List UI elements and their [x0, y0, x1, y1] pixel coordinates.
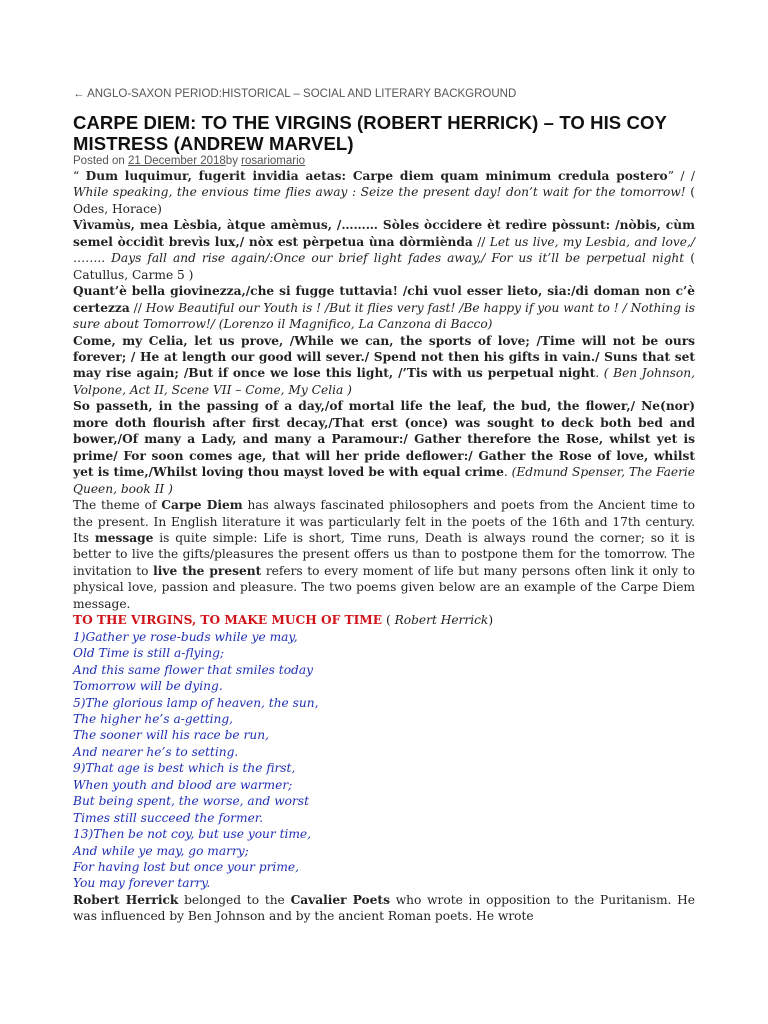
poem-line: 9)That age is best which is the first,: [73, 761, 296, 776]
poem-line: 1)Gather ye rose-buds while ye may,: [73, 629, 298, 644]
poem-line: And while ye may, go marry;: [73, 843, 249, 858]
quote-horace: “ Dum luquimur, fugerit invidia aetas: Carpe diem quam minimum credula postero” / / While speaking, the envious time flies away : Seize the present day! don’t wait for the tomorrow! ( Odes, Horace): [73, 169, 695, 216]
quote-spenser: So passeth, in the passing of a day,/of mortal life the leaf, the bud, the flower,/ Ne(nor) more doth flourish after first decay,/That erst (once) was sought to deck both bed and bower,/Of many a Lady, and many a Paramour:/ Gather therefore the Rose, whilst yet is prime/ For soon comes age, that will her pride deflower:/ Gather the Rose of love, whilst yet is time,/Whilst loving thou mayst loved be with equal crime. (Edmund Spenser, The Faerie Queen, book II ): [73, 399, 696, 496]
post-content: [73, 168, 695, 925]
quote-catullus: Vìvamùs, mea Lèsbia, àtque amèmus, /……… Sòles òccidere èt redìre pòssunt: /nòbis, cùm semel òccidìt brevìs lux,/ nòx est pèrpetua ùna dòrmiènda // Let us live, my Lesbia, and love,/ …….. Days fall and rise again/:Once our brief light fades away,/ For us it’ll be perpetual night ( Catullus, Carme 5 ): [73, 218, 695, 282]
poem-author: Robert Herrick: [394, 613, 489, 628]
previous-post-link[interactable]: [73, 88, 516, 100]
previous-post-label: ANGLO-SAXON PERIOD:HISTORICAL – SOCIAL AND LITERARY BACKGROUND: [87, 88, 517, 100]
post-date-link[interactable]: 21 December 2018: [127, 155, 226, 167]
poem-line: 13)Then be not coy, but use your time,: [73, 827, 312, 842]
arrow-left-icon: ←: [73, 88, 85, 100]
by-label: by: [225, 155, 242, 167]
poem-line: When youth and blood are warmer;: [73, 777, 293, 792]
poem-line: For having lost but once your prime,: [73, 860, 299, 875]
post-title: CARPE DIEM: TO THE VIRGINS (ROBERT HERRICK) – TO HIS COY MISTRESS (ANDREW MARVEL): [73, 112, 667, 154]
bio-paragraph: Robert Herrick belonged to the Cavalier Poets who wrote in opposition to the Puritanism. He was influenced by Ben Johnson and by the ancient Roman poets. He wrote: [73, 892, 696, 924]
quote-johnson: Come, my Celia, let us prove, /While we can, the sports of love; /Time will not be ours forever; / He at length our good will sever./ Spend not then his gifts in vain./ Suns that set may rise again; /But if once we lose this light, /’Tis with us perpetual night. ( Ben Johnson, Volpone, Act II, Scene VII – Come, My Celia ): [73, 333, 695, 397]
poem-line: And nearer he’s to setting.: [73, 744, 239, 759]
previous-post-nav: [73, 88, 516, 100]
poem-line: Old Time is still a-flying;: [73, 646, 225, 661]
poem-heading: TO THE VIRGINS, TO MAKE MUCH OF TIME ( Robert Herrick): [73, 613, 494, 628]
poem-title: TO THE VIRGINS, TO MAKE MUCH OF TIME: [73, 613, 383, 628]
poem-line: Tomorrow will be dying.: [73, 679, 223, 694]
poem-text: [73, 629, 695, 892]
poem-line: You may forever tarry.: [73, 876, 211, 891]
poem-line: The sooner will his race be run,: [73, 728, 269, 743]
poem-line: Times still succeed the former.: [73, 810, 264, 825]
author-link[interactable]: rosariomario: [241, 155, 306, 167]
posted-on-label: Posted on: [73, 155, 128, 167]
poem-line: 5)The glorious lamp of heaven, the sun,: [73, 695, 319, 710]
intro-paragraph: The theme of Carpe Diem has always fascinated philosophers and poets from the Ancient time to the present. In English literature it was particularly felt in the poets of the 16th and 17th century. Its message is quite simple: Life is short, Time runs, Death is always round the corner; so it is better to live the gifts/pleasures the present offers us than to postpone them for the tomorrow. The invitation to live the present refers to every moment of life but many persons often link it only to physical love, passion and pleasure. The two poems given below are an example of the Carpe Diem message.: [73, 498, 695, 611]
poem-line: The higher he’s a-getting,: [73, 711, 234, 726]
post-meta: [73, 155, 305, 167]
poem-line: And this same flower that smiles today: [73, 662, 313, 677]
quote-lorenzo: Quant’è bella giovinezza,/che si fugge tuttavia! /chi vuol esser lieto, sia:/di doman non c’è certezza // How Beautiful our Youth is ! /But it flies very fast! /Be happy if you want to ! / Nothing is sure about Tomorrow!/ (Lorenzo il Magnifico, La Canzona di Bacco): [73, 284, 695, 332]
poem-line: But being spent, the worse, and worst: [73, 794, 309, 809]
